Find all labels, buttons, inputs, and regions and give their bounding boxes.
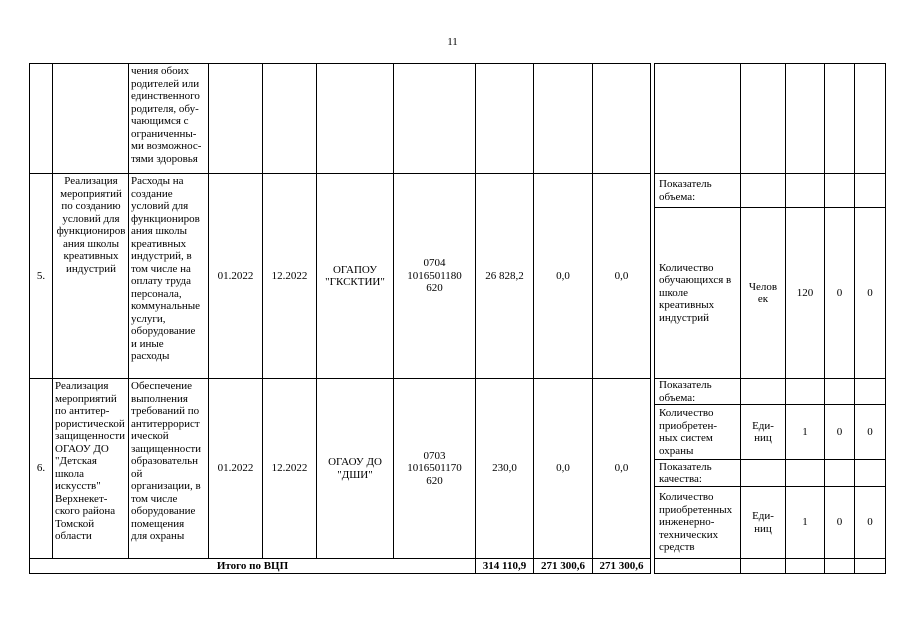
row6-executor: ОГАОУ ДО "ДШИ" [317, 379, 394, 559]
total-sum1: 314 110,9 [476, 559, 534, 574]
row6-indicator-b-v1: 1 [786, 487, 825, 559]
row6-end-date: 12.2022 [263, 379, 317, 559]
prev-ind-v1-cell [786, 64, 825, 174]
prev-row-num-cell [30, 64, 53, 174]
row6-indicator-a-name: Количество приобретен- ных систем охраны [655, 405, 741, 460]
row6-a-type-unit-cell [741, 379, 786, 405]
indicators-table [654, 63, 886, 574]
row5-sum1: 26 828,2 [476, 174, 534, 379]
row5-end-date: 12.2022 [263, 174, 317, 379]
row5-expense-desc: Расходы на создание условий для функциониров ания школы креативных индустрий, в том числе на оплату труда персонала, коммунальные услуги, оборудование и иные расходы [129, 174, 209, 379]
total-sum2: 271 300,6 [534, 559, 593, 574]
row6-b-type-unit-cell [741, 460, 786, 487]
row6-expense-desc: Обеспечение выполнения требований по антитеррорист ической защищенности образовательн ой организации, в том числе оборудование помещения для охраны [129, 379, 209, 559]
row5-kbk: 0704 1016501180 620 [394, 174, 476, 379]
row6-indicator-a-v1: 1 [786, 405, 825, 460]
row6-b-type-v3-cell [855, 460, 886, 487]
row5-indicator-unit: Челов ек [741, 208, 786, 379]
total-label: Итого по ВЦП [30, 559, 476, 574]
row5-indicator-type: Показатель объема: [655, 174, 741, 208]
row6-event: Реализация мероприятий по антитер- рористической защищенности ОГАОУ ДО "Детская школа искусств" Верхнекет- ского района Томской области [53, 379, 129, 559]
row5-event: Реализация мероприятий по созданию условий для функциониров ания школы креативных индустрий [53, 174, 129, 379]
row6-indicator-b-unit: Еди- ниц [741, 487, 786, 559]
prev-row-start-cell [209, 64, 263, 174]
prev-row-sum1-cell [476, 64, 534, 174]
prev-row-expense-desc: чения обоих родителей или единственного родителя, обу- чающимся с ограниченны- ми возможнос- тями здоровья [129, 64, 209, 174]
row6-a-type-v1-cell [786, 379, 825, 405]
row6-start-date: 01.2022 [209, 379, 263, 559]
total-sum3: 271 300,6 [593, 559, 651, 574]
row6-b-type-v1-cell [786, 460, 825, 487]
row5-num: 5. [30, 174, 53, 379]
row5-start-date: 01.2022 [209, 174, 263, 379]
prev-ind-name-cell [655, 64, 741, 174]
row6-indicator-b-v3: 0 [855, 487, 886, 559]
prev-ind-unit-cell [741, 64, 786, 174]
total-ind-v2-cell [825, 559, 855, 574]
row5-sum3: 0,0 [593, 174, 651, 379]
row6-a-type-v2-cell [825, 379, 855, 405]
row6-kbk: 0703 1016501170 620 [394, 379, 476, 559]
row5-indicator-v1: 120 [786, 208, 825, 379]
total-ind-v3-cell [855, 559, 886, 574]
row5-type-v3-cell [855, 174, 886, 208]
prev-ind-v3-cell [855, 64, 886, 174]
prev-ind-v2-cell [825, 64, 855, 174]
row5-type-unit-cell [741, 174, 786, 208]
row6-indicator-a-v2: 0 [825, 405, 855, 460]
row5-indicator-name: Количество обучающихся в школе креативных индустрий [655, 208, 741, 379]
row5-type-v2-cell [825, 174, 855, 208]
financing-table [29, 63, 651, 574]
page-number: 11 [447, 36, 458, 48]
row5-sum2: 0,0 [534, 174, 593, 379]
row6-sum3: 0,0 [593, 379, 651, 559]
prev-row-executor-cell [317, 64, 394, 174]
row6-indicator-b-v2: 0 [825, 487, 855, 559]
row6-sum1: 230,0 [476, 379, 534, 559]
row6-indicator-a-type: Показатель объема: [655, 379, 741, 405]
row5-indicator-v3: 0 [855, 208, 886, 379]
row5-type-v1-cell [786, 174, 825, 208]
total-ind-v1-cell [786, 559, 825, 574]
row6-indicator-b-name: Количество приобретенных инженерно- технических средств [655, 487, 741, 559]
prev-row-event-cell [53, 64, 129, 174]
prev-row-kbk-cell [394, 64, 476, 174]
prev-row-sum3-cell [593, 64, 651, 174]
row5-indicator-v2: 0 [825, 208, 855, 379]
row6-indicator-b-type: Показатель качества: [655, 460, 741, 487]
row6-sum2: 0,0 [534, 379, 593, 559]
total-ind-name-cell [655, 559, 741, 574]
row6-b-type-v2-cell [825, 460, 855, 487]
prev-row-end-cell [263, 64, 317, 174]
total-ind-unit-cell [741, 559, 786, 574]
row6-num: 6. [30, 379, 53, 559]
row6-a-type-v3-cell [855, 379, 886, 405]
row6-indicator-a-unit: Еди- ниц [741, 405, 786, 460]
row5-executor: ОГАПОУ "ГКСКТИИ" [317, 174, 394, 379]
row6-indicator-a-v3: 0 [855, 405, 886, 460]
prev-row-sum2-cell [534, 64, 593, 174]
